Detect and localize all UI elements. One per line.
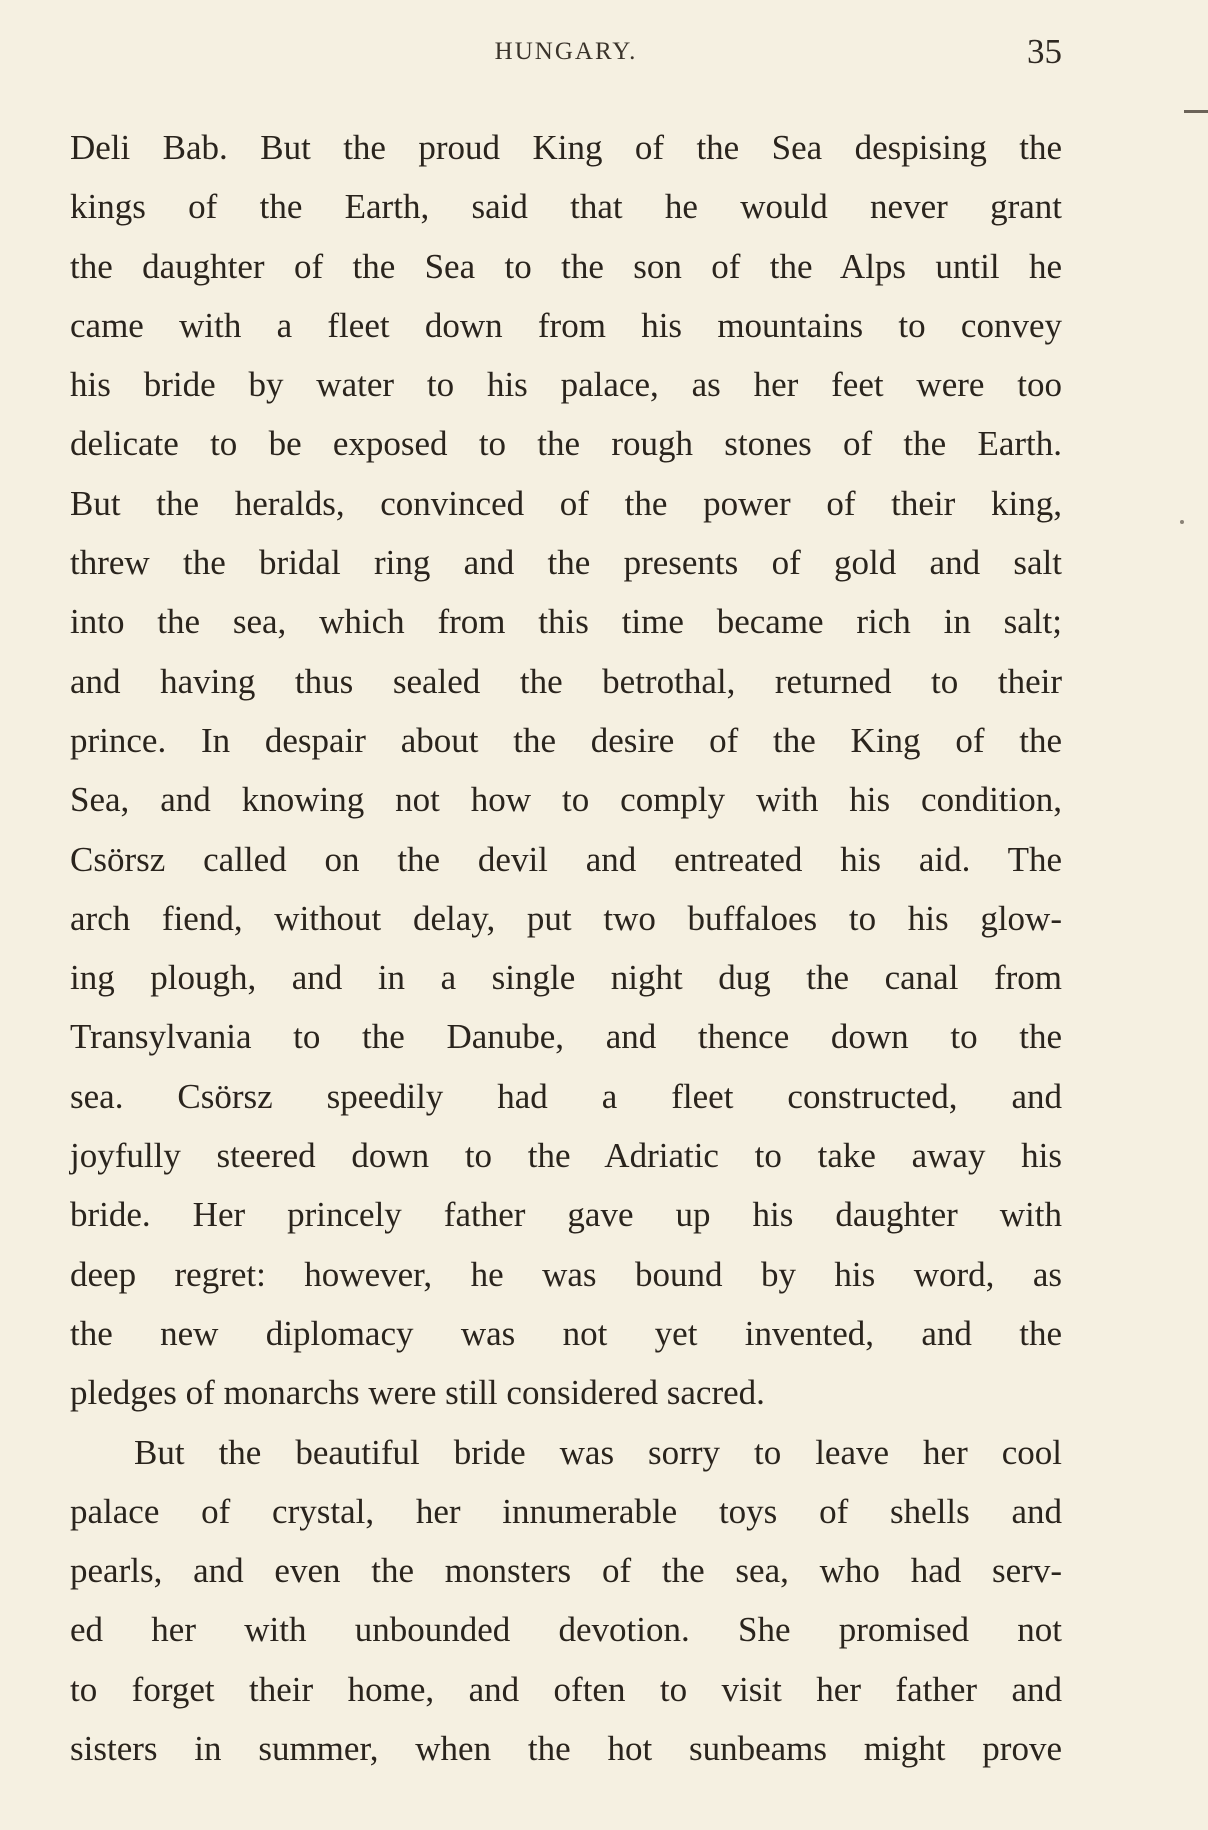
text-line: sea. Csörsz speedily had a fleet constructed, and: [70, 1076, 1062, 1116]
text-line: and having thus sealed the betrothal, returned to their: [70, 661, 1062, 701]
text-line: to forget their home, and often to visit her father and: [70, 1669, 1062, 1709]
text-line: ed her with unbounded devotion. She promised not: [70, 1610, 1062, 1650]
text-line: ing plough, and in a single night dug the canal from: [70, 958, 1062, 998]
text-line: kings of the Earth, said that he would never grant: [70, 187, 1062, 227]
text-line: sisters in summer, when the hot sunbeams might prove: [70, 1729, 1062, 1769]
text-line: into the sea, which from this time became rich in salt;: [70, 602, 1062, 642]
text-line: came with a fleet down from his mountains to convey: [70, 305, 1062, 345]
text-line: pledges of monarchs were still considered sacred.: [70, 1373, 765, 1413]
text-line: But the beautiful bride was sorry to leave her cool: [134, 1432, 1062, 1472]
page-edge-mark: [1184, 110, 1208, 113]
text-line: Transylvania to the Danube, and thence down to the: [70, 1017, 1062, 1057]
text-line: bride. Her princely father gave up his daughter with: [70, 1195, 1062, 1235]
text-line: But the heralds, convinced of the power of their king,: [70, 483, 1062, 523]
text-line: palace of crystal, her innumerable toys of shells and: [70, 1491, 1062, 1531]
text-line: pearls, and even the monsters of the sea, who had serv-: [70, 1551, 1062, 1591]
body-text: [70, 118, 1062, 1778]
text-line: Csörsz called on the devil and entreated his aid. The: [70, 839, 1062, 879]
text-line: Deli Bab. But the proud King of the Sea despising the: [70, 128, 1062, 167]
running-head: HUNGARY.: [494, 38, 638, 65]
text-line: Sea, and knowing not how to comply with his condition,: [70, 780, 1062, 820]
text-line: delicate to be exposed to the rough stones of the Earth.: [70, 424, 1062, 464]
page-number: 35: [1027, 32, 1062, 71]
text-line: joyfully steered down to the Adriatic to take away his: [70, 1136, 1062, 1176]
page-speck: [1180, 520, 1184, 524]
page-header: [70, 32, 1062, 88]
text-line: arch fiend, without delay, put two buffaloes to his glow-: [70, 898, 1062, 938]
text-line: the new diplomacy was not yet invented, and the: [70, 1313, 1062, 1353]
text-line: the daughter of the Sea to the son of the Alps until he: [70, 246, 1062, 286]
text-line: his bride by water to his palace, as her feet were too: [70, 365, 1062, 405]
text-line: threw the bridal ring and the presents of gold and salt: [70, 543, 1062, 583]
text-line: prince. In despair about the desire of the King of the: [70, 720, 1062, 760]
text-line: deep regret: however, he was bound by his word, as: [70, 1254, 1062, 1294]
